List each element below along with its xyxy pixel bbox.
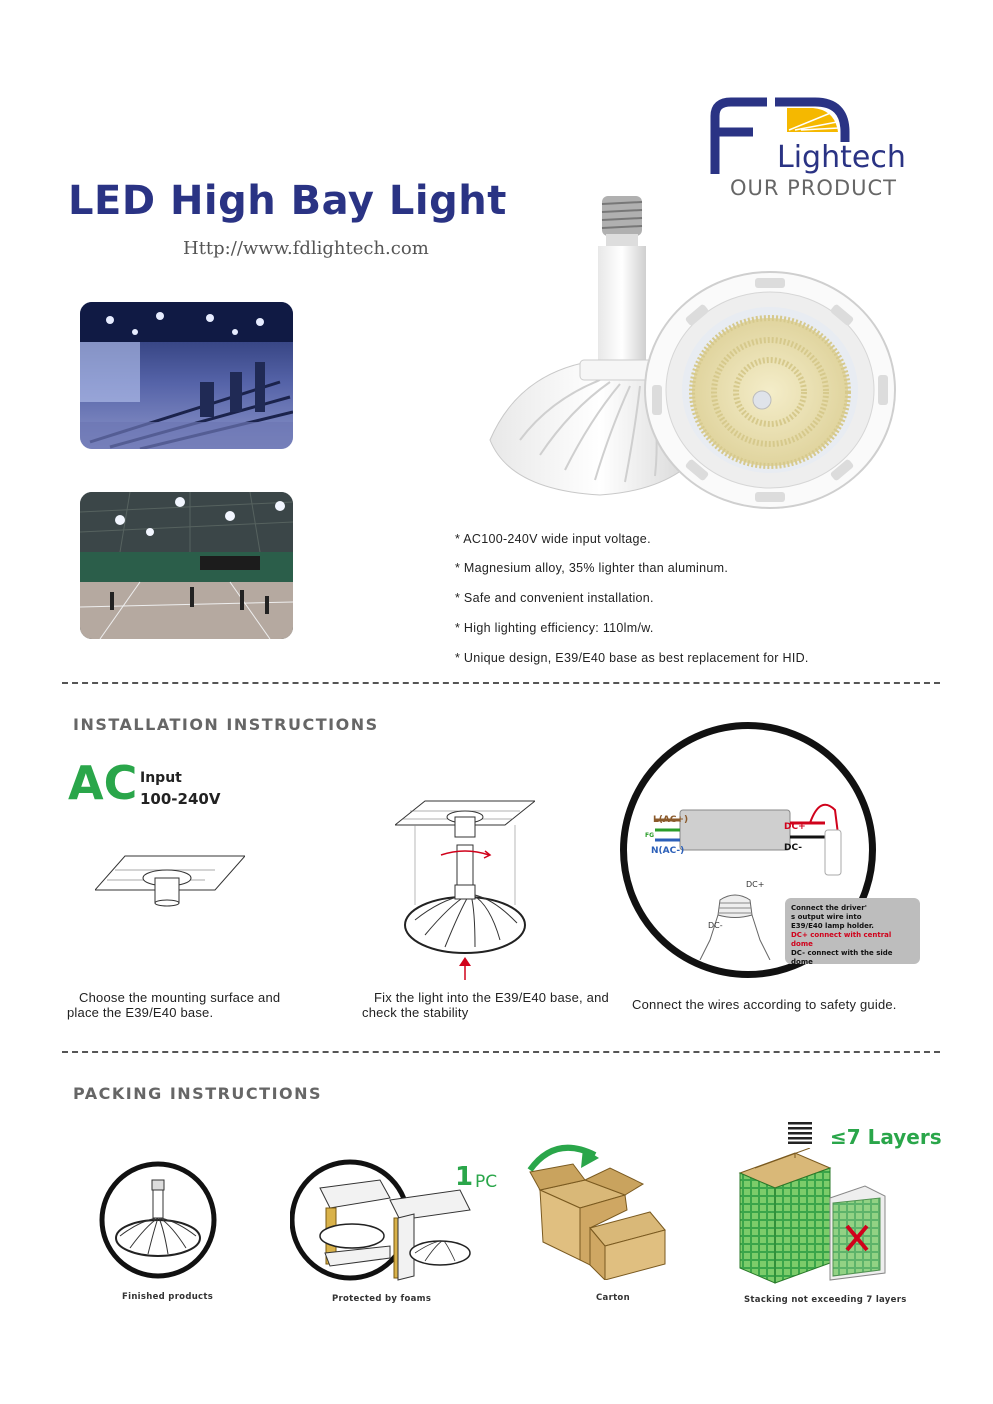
wiring-note bbox=[785, 898, 920, 964]
website-url[interactable]: Http://www.fdlightech.com bbox=[183, 238, 429, 259]
logo-text: Lightech bbox=[777, 140, 906, 175]
wiring-note-line: DC- connect with the side dome bbox=[791, 949, 893, 966]
foam-protection-illustration bbox=[290, 1158, 480, 1288]
gym-photo bbox=[80, 302, 293, 449]
caption-protected-by-foams: Protected by foams bbox=[332, 1294, 432, 1304]
section-divider bbox=[62, 1051, 940, 1053]
caption-stacking: Stacking not exceeding 7 layers bbox=[744, 1295, 907, 1305]
carton-illustration bbox=[515, 1140, 675, 1280]
ac-voltage-label: 100-240V bbox=[140, 790, 221, 808]
wiring-note-line: Connect the driver' bbox=[791, 904, 867, 912]
feature-voltage: * AC100-240V wide input voltage. bbox=[455, 532, 651, 546]
logo-subtitle: OUR PRODUCT bbox=[730, 176, 897, 200]
caption-finished-products: Finished products bbox=[122, 1292, 214, 1302]
feature-material: * Magnesium alloy, 35% lighter than aluminum. bbox=[455, 561, 729, 575]
label-nac: N(AC-) bbox=[651, 846, 685, 856]
feature-efficiency: * High lighting efficiency: 110lm/w. bbox=[455, 621, 654, 635]
installation-title: INSTALLATION INSTRUCTIONS bbox=[73, 715, 379, 734]
label-lac: L(AC+) bbox=[653, 815, 689, 825]
layers-icon bbox=[788, 1122, 812, 1144]
section-divider bbox=[62, 682, 940, 684]
ac-input-label: Input bbox=[140, 770, 182, 786]
wiring-note-line: s output wire into bbox=[791, 913, 862, 921]
label-dc-plus: DC+ bbox=[784, 822, 806, 832]
ac-label: AC bbox=[68, 756, 138, 810]
caption-carton: Carton bbox=[596, 1293, 630, 1303]
page-title: LED High Bay Light bbox=[68, 178, 507, 224]
sports-hall-photo bbox=[80, 492, 293, 639]
fix-light-illustration bbox=[395, 795, 535, 980]
feature-installation: * Safe and convenient installation. bbox=[455, 591, 654, 605]
label-dc-minus: DC- bbox=[784, 843, 803, 853]
packing-title: PACKING INSTRUCTIONS bbox=[73, 1084, 323, 1103]
finished-product-illustration bbox=[98, 1160, 218, 1280]
step-3-caption: Connect the wires according to safety guide. bbox=[632, 997, 897, 1012]
step-2-caption: Fix the light into the E39/E40 base, and check the stability bbox=[362, 990, 609, 1020]
feature-design: * Unique design, E39/E40 base as best replacement for HID. bbox=[455, 651, 809, 665]
label-dc-minus-socket: DC- bbox=[708, 921, 723, 930]
stacking-illustration bbox=[735, 1148, 895, 1288]
layers-label: ≤7 Layers bbox=[830, 1125, 942, 1149]
one-pc-unit: PC bbox=[475, 1172, 498, 1192]
one-pc-number: 1 bbox=[455, 1162, 474, 1192]
step-1-caption: Choose the mounting surface and place the E39/E40 base. bbox=[67, 990, 281, 1020]
label-dc-plus-socket: DC+ bbox=[746, 880, 765, 889]
wiring-note-line: E39/E40 lamp holder. bbox=[791, 922, 874, 930]
mounting-base-illustration bbox=[95, 850, 245, 910]
wiring-note-line: DC+ connect with central dome bbox=[791, 931, 892, 948]
label-fg: FG bbox=[645, 832, 655, 839]
led-high-bay-light-image bbox=[480, 190, 900, 520]
